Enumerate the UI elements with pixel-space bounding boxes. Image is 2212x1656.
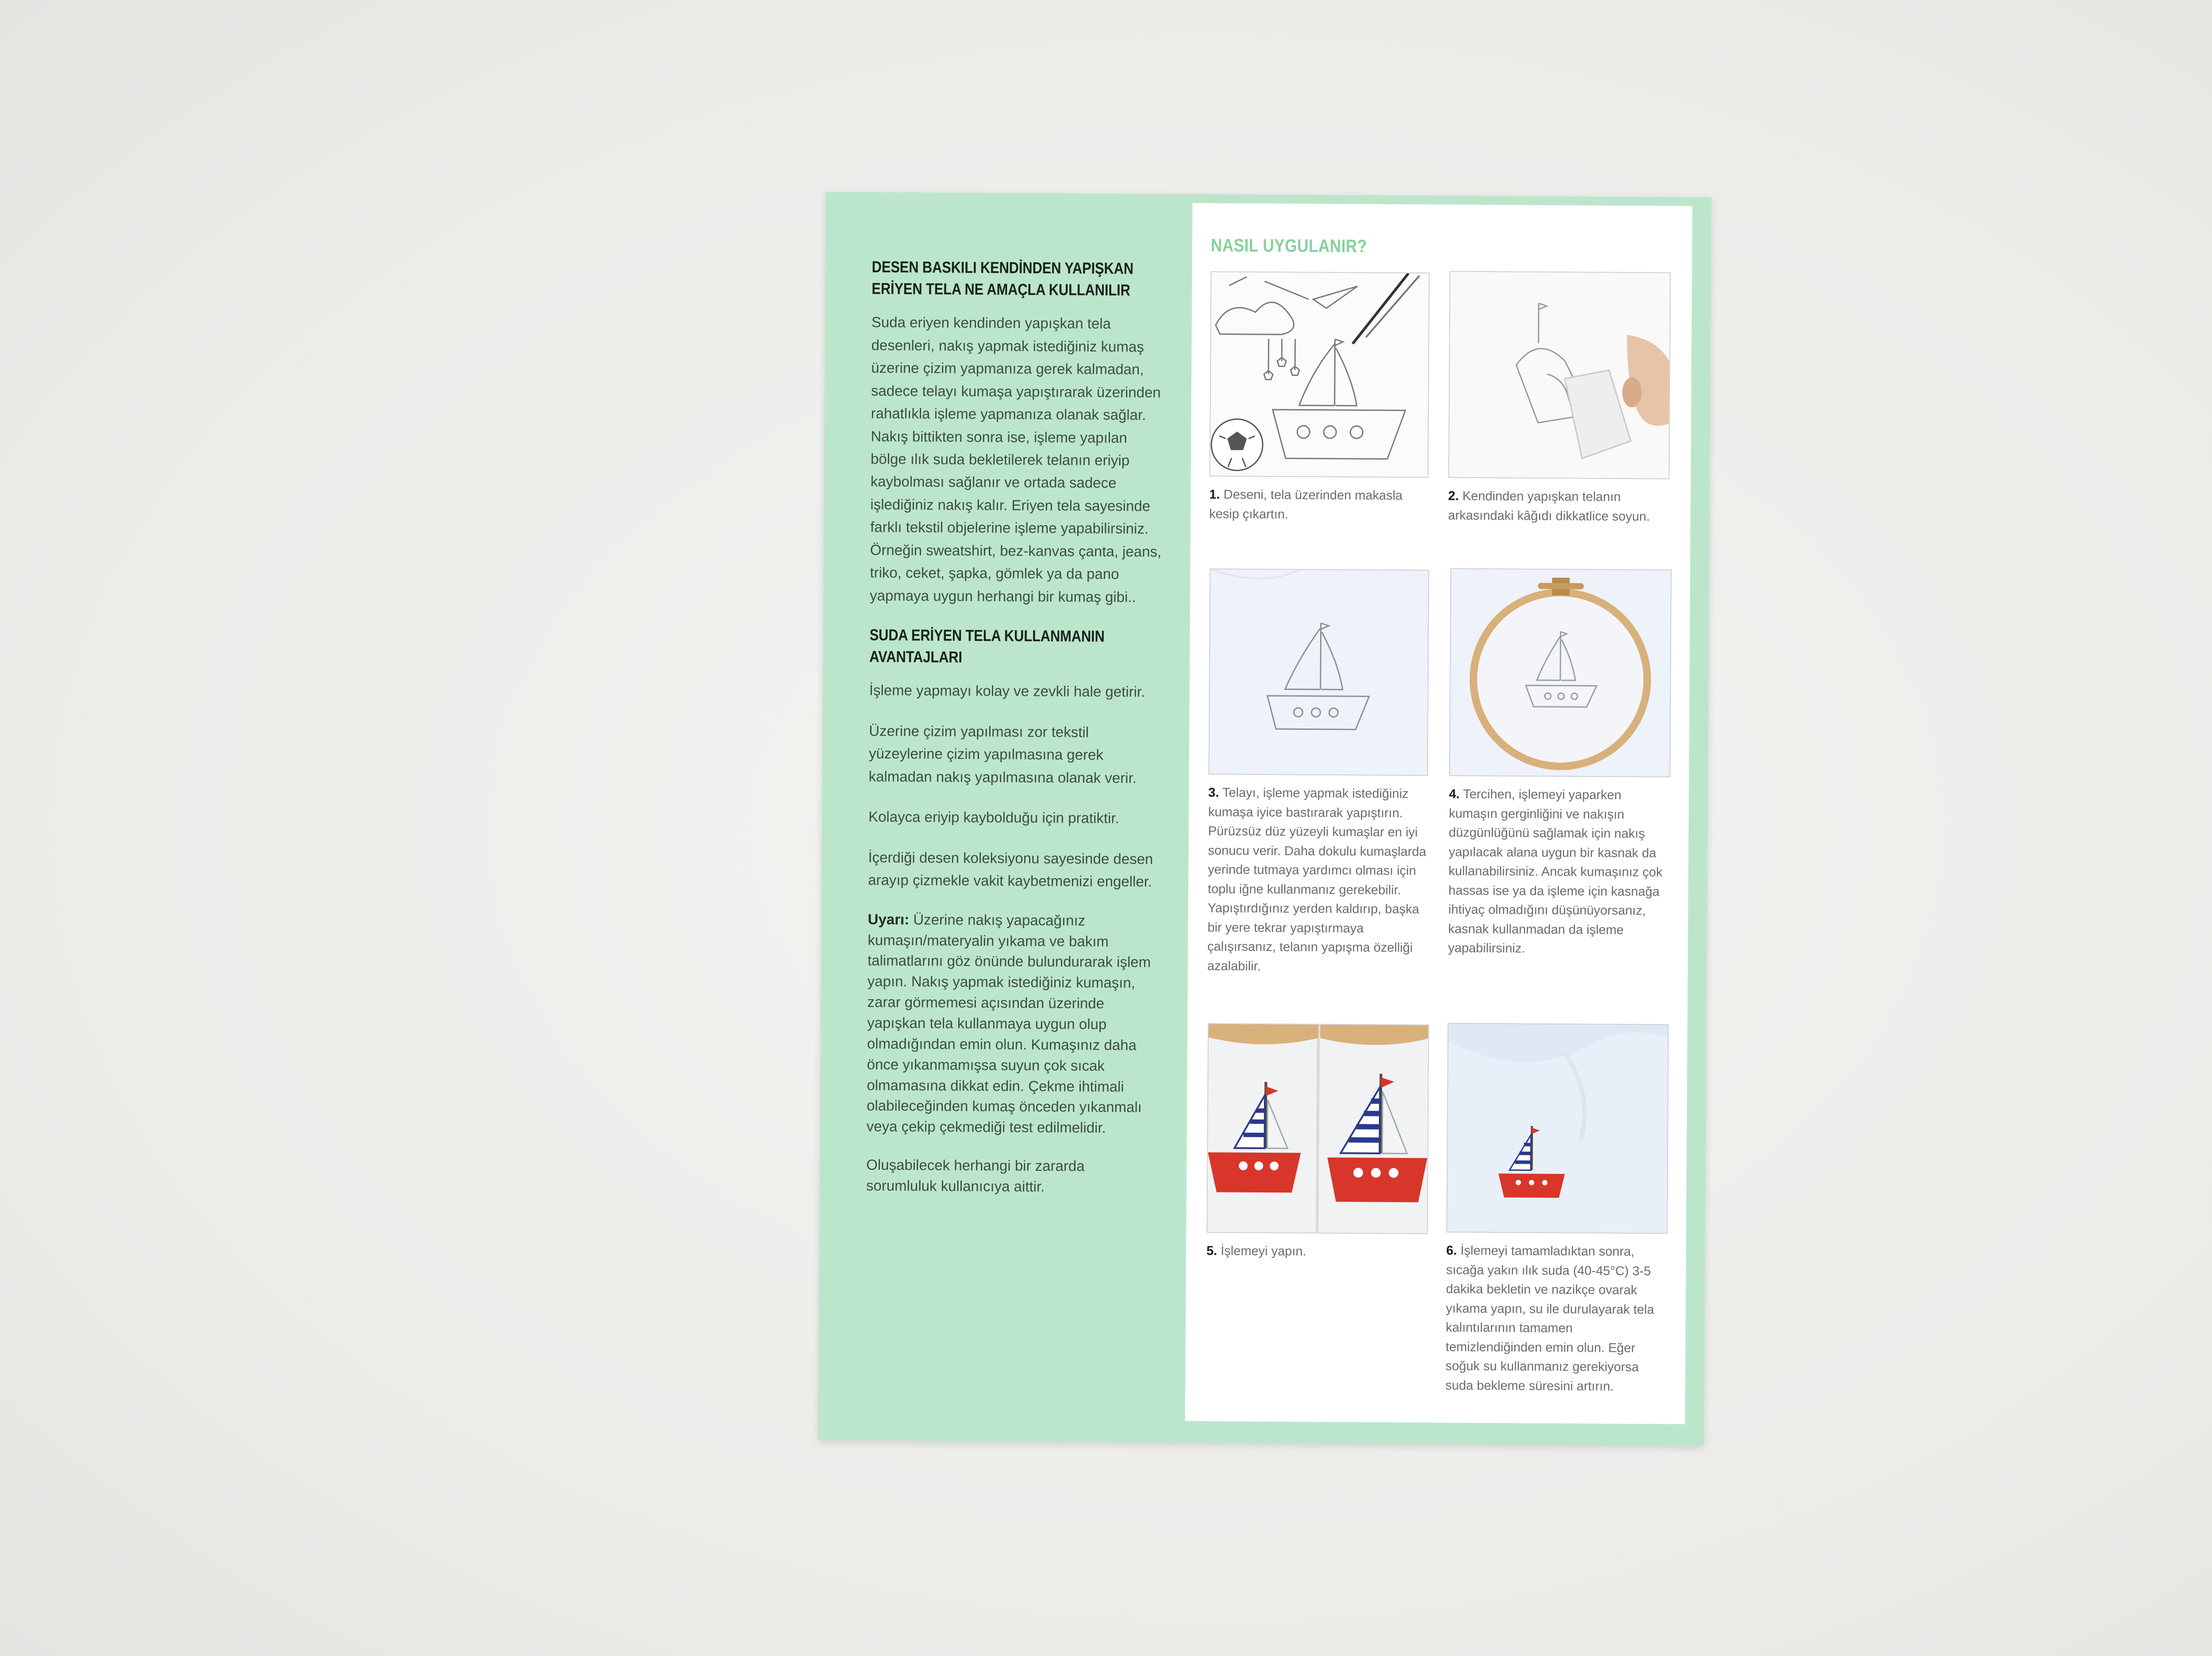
- heading-advantages: SUDA ERİYEN TELA KULLANMANIN AVANTAJLARI: [869, 625, 1105, 666]
- step-3-text: Telayı, işleme yapmak istediğiniz kumaşa iyice bastırarak yapıştırın. Pürüzsüz düz yüzeyli kumaşlar en iyi sonucu verir. Daha dokulu kumaşlarda yerinde tutmaya yardımcı olması için toplu iğne kullanmanız gerekebilir. Yapıştırdığınız yerden kaldırıp, başka bir yere tekrar yapıştırmaya çalışırsanız, telanın yapışma özelliği azalabilir.: [1207, 786, 1426, 974]
- step-5: [1206, 1023, 1429, 1262]
- step-2: [1448, 271, 1671, 527]
- step-5-image: [1206, 1023, 1429, 1234]
- warning-label: Uyarı:: [868, 911, 910, 928]
- step-3-caption: [1207, 783, 1428, 977]
- step-6-text: İşlemeyi tamamladıktan sonra, sıcağa yakın ılık suda (40-45°C) 3-5 dakika bekletin ve nazikçe ovarak yıkama yapın, su ile durulayarak tela kalıntılarının tamamen temizlendiğinden emin olun. Eğer soğuk su kullanmanız gerekiyorsa suda bekleme süresini artırın.: [1445, 1243, 1655, 1394]
- embroidery-hoop-icon: [1450, 569, 1671, 777]
- tela-on-fabric-icon: [1210, 569, 1429, 775]
- left-column: [866, 257, 1164, 1216]
- advantage-1: İşleme yapmayı kolay ve zevkli hale getirir.: [869, 682, 1145, 700]
- step-4: [1448, 568, 1671, 960]
- step-3: [1207, 568, 1429, 977]
- step-2-text: Kendinden yapışkan telanın arkasındaki kâğıdı dikkatlice soyun.: [1448, 489, 1650, 524]
- step-4-caption: [1448, 785, 1670, 960]
- embroidered-boat-icon: [1207, 1024, 1428, 1233]
- step-3-number: 3.: [1208, 786, 1219, 800]
- step-6-image: [1446, 1023, 1669, 1234]
- step-1-caption: [1209, 485, 1429, 525]
- advantage-2: Üzerine çizim yapılması zor tekstil yüzeylerine çizim yapılmasına gerek kalmadan nakış yapılmasına olanak verir.: [868, 722, 1137, 786]
- step-1-number: 1.: [1209, 487, 1220, 502]
- warning-text: Üzerine nakış yapacağınız kumaşın/materyalin yıkama ve bakım talimatlarını göz önünde bulundurarak işlem yapın. Nakış yapmak istediğiniz kumaşın, zarar görmemesi açısından üzerinde yapışkan tela kullanmaya uygun olup olmadığından emin olun. Kumaşınız daha önce yıkanmamışsa suyun çok sıcak olmamasına dikkat edin. Çekme ihtimali olabileceğinden kumaş önceden yıkanmalı veya çekip çekmediği test edilmelidir.: [866, 911, 1151, 1136]
- finished-garment-icon: [1447, 1024, 1668, 1233]
- pattern-drawing-icon: [1210, 272, 1429, 477]
- instruction-sheet: [818, 192, 1711, 1445]
- how-to-panel: [1185, 203, 1693, 1424]
- step-6-caption: [1445, 1242, 1667, 1397]
- step-4-image: [1449, 568, 1672, 778]
- step-6: [1445, 1023, 1669, 1397]
- panel-title: NASIL UYGULANIR?: [1210, 235, 1367, 257]
- step-5-number: 5.: [1206, 1244, 1217, 1258]
- step-4-text: Tercihen, işlemeyi yaparken kumaşın gerginliğini ve nakışın düzgünlüğünü sağlamak için nakış yapılacak alana uygun bir kasnak da kullanabilirsiniz. Ancak kumaşınız çok hassas ise ya da işleme için kasnağa ihtiyaç olmadığını düşünüyorsanız, kasnak kullanmadan da işleme yapabilirsiniz.: [1448, 787, 1663, 956]
- liability-note: Oluşabilecek herhangi bir zararda sorumluluk kullanıcıya aittir.: [866, 1156, 1085, 1195]
- advantage-3: Kolayca eriyip kaybolduğu için pratiktir.: [868, 808, 1119, 827]
- heading-purpose: DESEN BASKILI KENDİNDEN YAPIŞKAN ERİYEN TELA NE AMAÇLA KULLANILIR: [872, 257, 1134, 299]
- step-5-text: İşlemeyi yapın.: [1217, 1244, 1306, 1259]
- peeling-paper-icon: [1449, 272, 1670, 479]
- step-1-text: Deseni, tela üzerinden makasla kesip çıkartın.: [1209, 487, 1403, 521]
- step-1: [1209, 271, 1429, 525]
- step-4-number: 4.: [1449, 787, 1460, 801]
- step-6-number: 6.: [1446, 1243, 1457, 1258]
- advantage-4: İçerdiği desen koleksiyonu sayesinde desen arayıp çizmekle vakit kaybetmenizi engeller.: [868, 849, 1153, 890]
- step-1-image: [1210, 271, 1430, 478]
- step-2-number: 2.: [1448, 489, 1459, 503]
- step-3-image: [1209, 568, 1429, 776]
- intro-paragraph: Suda eriyen kendinden yapışkan tela desenleri, nakış yapmak istediğiniz kumaş üzerine çizim yapmanıza gerek kalmadan, sadece telayı kumaşa yapıştırarak üzerinden rahatlıkla işleme yapmanıza olanak sağlar. Nakış bittikten sonra ise, işleme yapılan bölge ılık suda bekletilerek telanın eriyip kaybolması sağlanır ve ortada sadece işlediğiniz nakış kalır. Eriyen tela sayesinde farklı tekstil objelerine işleme yapabilirsiniz. Örneğin sweatshirt, bez-kanvas çanta, jeans, triko, ceket, şapka, gömlek ya da pano yapmaya uygun herhangi bir kumaş gibi..: [869, 314, 1162, 606]
- step-2-caption: [1448, 487, 1670, 527]
- step-5-caption: [1206, 1242, 1428, 1262]
- warning-paragraph: [867, 909, 1160, 1138]
- step-2-image: [1448, 271, 1671, 479]
